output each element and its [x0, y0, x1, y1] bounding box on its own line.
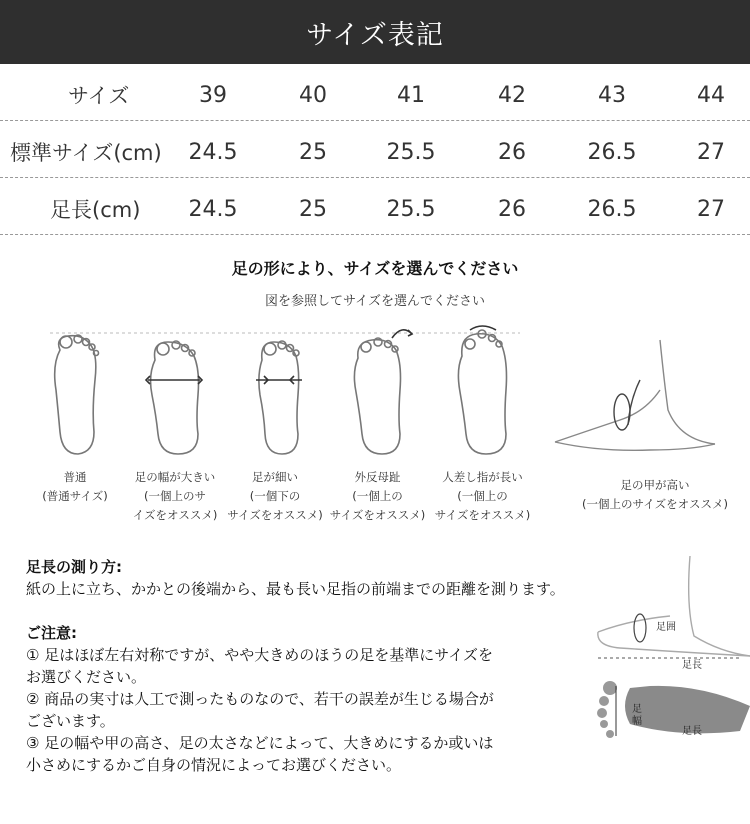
caption-normal: 普通 (普通サイズ) — [42, 470, 108, 503]
size-table — [0, 64, 750, 235]
wide-foot-icon — [146, 341, 202, 454]
measurement-notes — [26, 556, 626, 776]
caution-line: 小さめにするかご自身の情況によってお選びください。 — [26, 756, 402, 774]
foot-length-row — [0, 178, 750, 235]
length-label: 足長 — [682, 660, 702, 671]
long-second-toe-foot-icon — [458, 326, 506, 454]
normal-foot-icon — [55, 335, 99, 454]
slim-foot-icon — [256, 341, 302, 454]
foot-length-cell: 25 — [299, 197, 327, 222]
circumference-label: 足囲 — [656, 622, 676, 633]
header-title: サイズ表記 — [306, 19, 444, 51]
foot-length-cell: 26 — [498, 197, 526, 222]
size-cell: 44 — [697, 83, 725, 108]
foot-shape-illustrations — [0, 320, 750, 470]
standard-size-cell: 24.5 — [188, 140, 238, 165]
measure-text: 紙の上に立ち、かかとの後端から、最も長い足指の前端までの距離を測ります。 — [26, 580, 565, 598]
caption-wide: 足の幅が大きい (一個上のサ イズをオススメ) — [132, 470, 218, 522]
bunion-foot-icon — [354, 330, 412, 454]
size-row-label: サイズ — [68, 84, 130, 108]
foot-measure-illustration — [590, 556, 750, 756]
size-row — [0, 64, 750, 121]
standard-size-cell: 26 — [498, 140, 526, 165]
foot-length-cell: 24.5 — [188, 197, 238, 222]
measure-title: 足長の測り方: — [26, 558, 122, 576]
caution-line: ③ 足の幅や甲の高さ、足の太さなどによって、大きめにするか或いは — [26, 734, 494, 752]
caption-long-toe: 人差し指が長い (一個上の サイズをオススメ) — [434, 470, 531, 522]
caption-bunion: 外反母趾 (一個上の サイズをオススメ) — [329, 470, 426, 522]
high-instep-foot-icon — [555, 340, 715, 450]
standard-size-cell: 25.5 — [386, 140, 436, 165]
caution-line: ございます。 — [26, 712, 115, 730]
caption-slim: 足が細い (一個下の サイズをオススメ) — [227, 470, 323, 522]
standard-size-cell: 27 — [697, 140, 725, 165]
standard-size-row — [0, 121, 750, 178]
width-label: 足 幅 — [632, 704, 642, 727]
caption-high-instep: 足の甲が高い (一個上のサイズをオススメ) — [582, 478, 728, 511]
standard-size-cell: 25 — [299, 140, 327, 165]
size-cell: 41 — [397, 83, 425, 108]
foot-guide-title: 足の形により、サイズを選んでください — [231, 259, 519, 278]
foot-length-cell: 27 — [697, 197, 725, 222]
caution-line: お選びください。 — [26, 668, 147, 686]
caution-title: ご注意: — [26, 624, 77, 642]
foot-length-cell: 26.5 — [587, 197, 637, 222]
caution-line: ② 商品の実寸は人工で測ったものなので、若干の誤差が生じる場合が — [26, 690, 494, 708]
foot-length-row-label: 足長(cm) — [50, 198, 141, 222]
foot-length-cell: 25.5 — [386, 197, 436, 222]
foot-measurement-figure — [590, 556, 750, 760]
caution-line: ① 足はほぼ左右対称ですが、やや大きめのほうの足を基準にサイズを — [26, 646, 494, 664]
size-cell: 43 — [598, 83, 626, 108]
foot-guide-subtitle: 図を参照してサイズを選んでください — [265, 294, 485, 309]
size-cell: 39 — [199, 83, 227, 108]
size-cell: 40 — [299, 83, 327, 108]
length-label-2: 足長 — [682, 726, 702, 737]
standard-size-cell: 26.5 — [587, 140, 637, 165]
standard-size-row-label: 標準サイズ(cm) — [10, 141, 162, 165]
page-header — [0, 0, 750, 64]
size-cell: 42 — [498, 83, 526, 108]
